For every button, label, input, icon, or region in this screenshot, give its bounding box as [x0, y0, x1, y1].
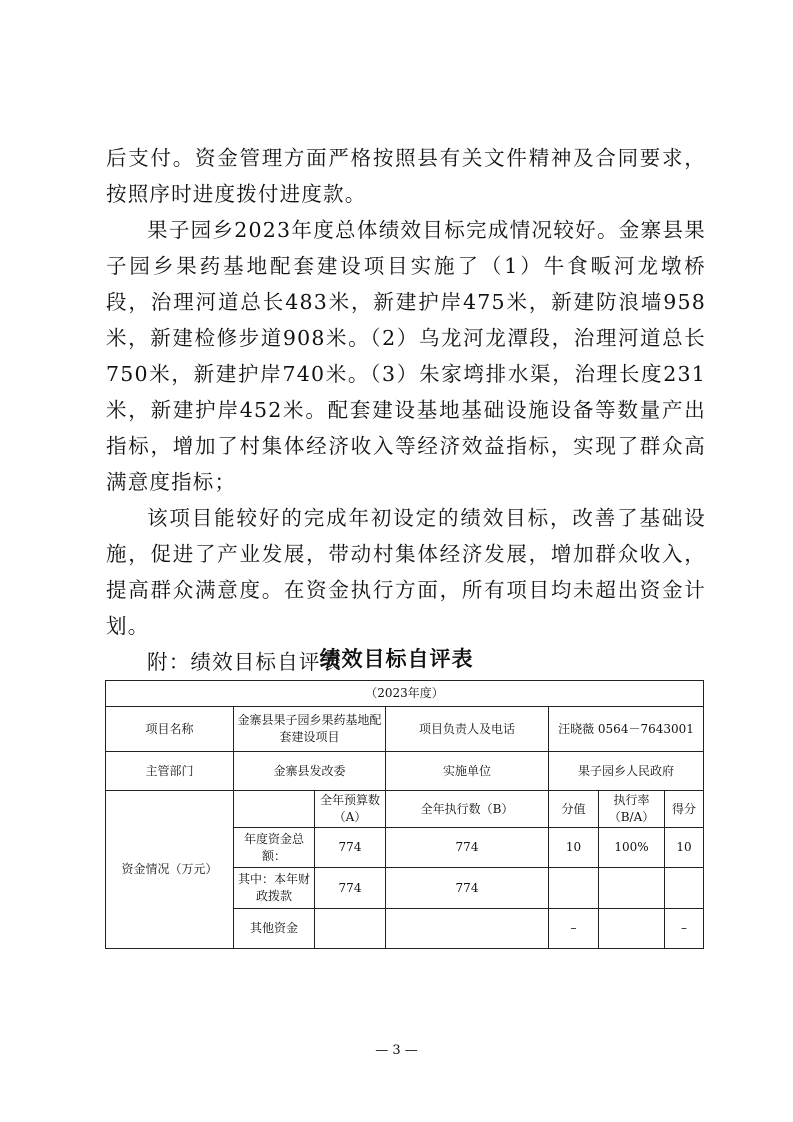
col-rate-header: 执行率（B/A） [599, 791, 665, 828]
exec-cell [386, 909, 549, 949]
col-exec-header: 全年执行数（B） [386, 791, 549, 828]
col-score-header: 分值 [549, 791, 599, 828]
rate-cell [599, 868, 665, 909]
rate-cell: 100% [599, 828, 665, 868]
row-label: 年度资金总额： [234, 828, 315, 868]
paragraph-conclusion: 该项目能较好的完成年初设定的绩效目标，改善了基础设施，促进了产业发展，带动村集体经济发展，增加群众收入，提高群众满意度。在资金执行方面，所有项目均未超出资金计划。 [106, 506, 706, 638]
col-budget-header: 全年预算数（A） [315, 791, 386, 828]
paragraph-continuation: 后支付。资金管理方面严格按照县有关文件精神及合同要求，按照序时进度拨付进度款。 [106, 146, 706, 206]
paragraph-summary: 果子园乡2023年度总体绩效目标完成情况较好。金寨县果子园乡果药基地配套建设项目实施了（1）牛食畈河龙墩桥段，治理河道总长483米，新建护岸475米，新建防浪墙958米，新建检修步道908米。（2）乌龙河龙潭段，治理河道总长750米，新建护岸740米。（3）朱家塆排水渠，治理长度231米，新建护岸452米。配套建设基地基础设施设备等数量产出指标，增加了村集体经济收入等经济效益指标，实现了群众高满意度指标； [106, 218, 706, 494]
funds-header-blank [234, 791, 315, 828]
year-row [106, 681, 704, 707]
points-cell: 10 [665, 828, 704, 868]
manager-value: 汪晓薇 0564－7643001 [549, 707, 704, 752]
row-label: 其他资金 [234, 909, 315, 949]
exec-cell: 774 [386, 828, 549, 868]
project-row [106, 707, 704, 752]
score-cell [549, 868, 599, 909]
col-points-header: 得分 [665, 791, 704, 828]
rate-cell [599, 909, 665, 949]
page-number: — 3 — [375, 1043, 418, 1058]
budget-cell: 774 [315, 828, 386, 868]
funds-header-row [106, 791, 704, 828]
unit-value: 果子园乡人民政府 [549, 752, 704, 791]
table-title: 绩效目标自评表 [319, 647, 474, 671]
manager-label: 项目负责人及电话 [386, 707, 549, 752]
dept-value: 金寨县发改委 [234, 752, 386, 791]
body-text [106, 140, 706, 680]
project-name-value: 金寨县果子园乡果药基地配套建设项目 [234, 707, 386, 752]
dept-label: 主管部门 [106, 752, 234, 791]
budget-cell: 774 [315, 868, 386, 909]
table-year: （2023年度） [106, 681, 704, 707]
score-cell: 10 [549, 828, 599, 868]
unit-label: 实施单位 [386, 752, 549, 791]
points-cell [665, 868, 704, 909]
performance-table [105, 680, 704, 949]
score-cell: – [549, 909, 599, 949]
project-name-label: 项目名称 [106, 707, 234, 752]
row-label: 其中：本年财政拨款 [234, 868, 315, 909]
budget-cell [315, 909, 386, 949]
points-cell: – [665, 909, 704, 949]
funds-label: 资金情况（万元） [106, 791, 234, 949]
dept-row [106, 752, 704, 791]
paragraph-attachment: 附：绩效目标自评表 [147, 650, 343, 674]
exec-cell: 774 [386, 868, 549, 909]
